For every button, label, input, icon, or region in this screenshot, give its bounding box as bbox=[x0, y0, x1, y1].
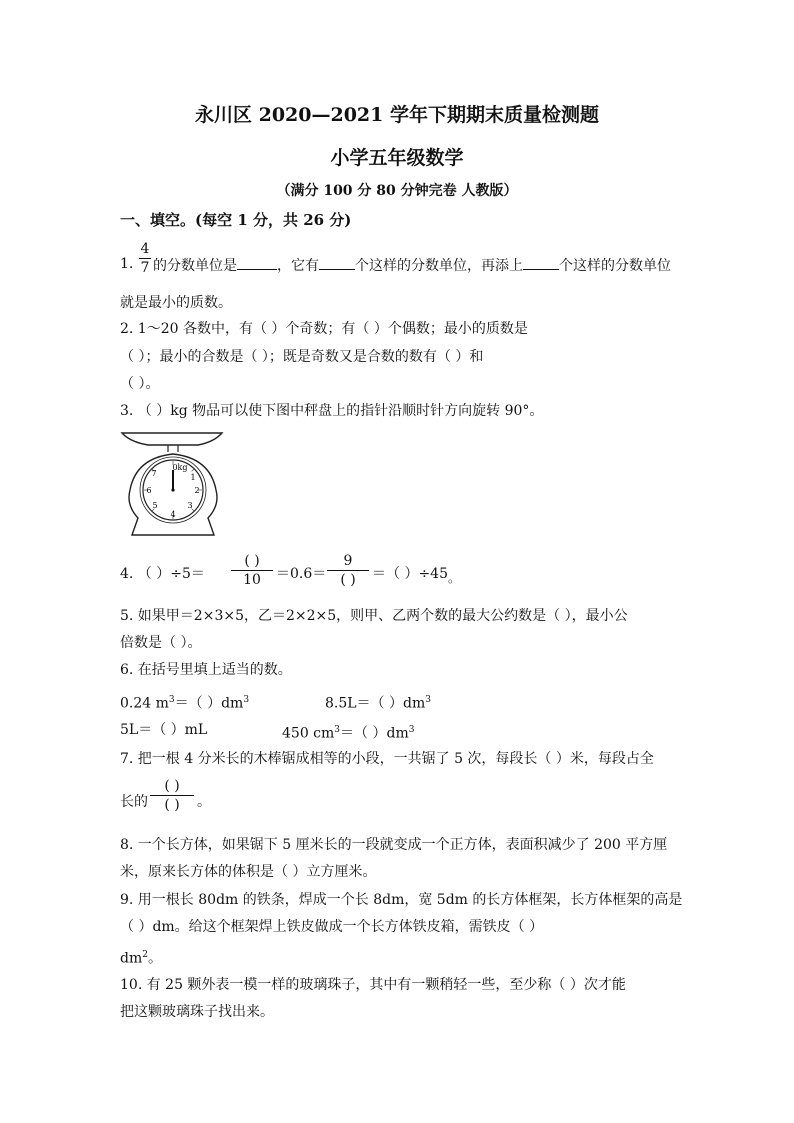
q9-unit: dm bbox=[120, 950, 143, 967]
q4-text-b: ＝0.6＝ bbox=[276, 566, 327, 582]
q6-b2-unit-sup: 3 bbox=[408, 725, 415, 735]
q6-item-c: 5L＝（ ）mL bbox=[120, 722, 208, 738]
q5-line1: 5. 如果甲＝2×3×5，乙＝2×2×5，则甲、乙两个数的最大公约数是（ ），最小公 bbox=[120, 608, 628, 624]
exam-subtitle: 小学五年级数学 bbox=[330, 147, 464, 169]
q9-line1: 9. 用一根长 80dm 的铁条，焊成一个长 8dm，宽 5dm 的长方体框架，长方体框架的高是 bbox=[120, 892, 683, 908]
q1-text-a: 的分数单位是 bbox=[153, 258, 237, 274]
dial-label-1: 1 bbox=[190, 473, 196, 482]
dial-label-2: 2 bbox=[194, 486, 200, 495]
q6-a2: 8.5L＝（ ）dm bbox=[325, 695, 426, 712]
q7-fraction bbox=[150, 778, 194, 813]
q7-fraction-denominator: ( ) bbox=[164, 797, 180, 813]
q1-text-b: ，它有 bbox=[277, 258, 319, 274]
q4-fraction-2 bbox=[327, 553, 369, 588]
q6-b2-rest: ＝（ ）dm bbox=[340, 725, 409, 742]
dial-label-7: 7 bbox=[151, 469, 157, 478]
q9-unit-sup: 2 bbox=[142, 950, 148, 960]
q6-line1: 6. 在括号里填上适当的数。 bbox=[120, 662, 292, 678]
scale-pan bbox=[122, 433, 222, 445]
q4-text-a: 4. （ ）÷5＝ bbox=[120, 566, 205, 582]
q4-fraction-1 bbox=[231, 553, 273, 588]
q6-a1: 0.24 m bbox=[120, 695, 169, 712]
dial-label-5: 5 bbox=[152, 501, 158, 510]
dial-label-6: 6 bbox=[146, 486, 152, 495]
q1-line1 bbox=[153, 255, 671, 275]
section-heading: 一、填空。(每空 1 分，共 26 分) bbox=[120, 211, 352, 229]
q6-item-d bbox=[282, 721, 414, 743]
q2-line3: （ ）。 bbox=[120, 376, 160, 392]
q2-line1: 2. 1～20 各数中，有（ ）个奇数；有（ ）个偶数；最小的质数是 bbox=[120, 321, 528, 337]
q1-line2: 就是最小的质数。 bbox=[120, 295, 232, 311]
q1-fraction-numerator: 4 bbox=[140, 241, 150, 257]
q6-item-a bbox=[120, 691, 249, 713]
exam-info: （满分 100 分 80 分钟完卷 人教版） bbox=[276, 183, 518, 199]
q1-number: 1. bbox=[120, 256, 134, 272]
q1-blank-3[interactable] bbox=[523, 255, 559, 270]
q6-item-b bbox=[325, 691, 431, 713]
q8-line1: 8. 一个长方体，如果锯下 5 厘米长的一段就变成一个正方体，表面积减少了 200 平方厘 bbox=[120, 837, 668, 853]
q7-line1: 7. 把一根 4 分米长的木棒锯成相等的小段，一共锯了 5 次，每段长（ ）米，每段占全 bbox=[120, 751, 654, 767]
q9-line3 bbox=[120, 946, 162, 968]
q8-line2: 米，原来长方体的体积是（ ）立方厘米。 bbox=[120, 864, 377, 880]
q1-fraction bbox=[139, 241, 151, 276]
q6-a1-unit-sup: 3 bbox=[243, 695, 250, 705]
q1-text-d: 个这样的分数单位 bbox=[559, 258, 671, 274]
q7-line2-end: 。 bbox=[197, 794, 211, 810]
q4-period: 。 bbox=[448, 571, 461, 585]
q10-line1: 10. 有 25 颗外表一模一样的玻璃珠子，其中有一颗稍轻一些，至少称（ ）次才能 bbox=[120, 977, 626, 993]
q6-a2-sup: 3 bbox=[425, 695, 431, 705]
q4-f2-denominator: ( ) bbox=[340, 572, 356, 588]
q3-text: 3. （ ）kg 物品可以使下图中秤盘上的指针沿顺时针方向旋转 90°。 bbox=[120, 403, 544, 419]
q4-f1-denominator: 10 bbox=[243, 572, 261, 588]
scale-zero-label: 0kg bbox=[172, 463, 188, 472]
exam-title: 永川区 2020—2021 学年下期期末质量检测题 bbox=[195, 104, 599, 126]
q7-line2-pre: 长的 bbox=[120, 794, 148, 810]
q10-line2: 把这颗玻璃珠子找出来。 bbox=[120, 1004, 274, 1020]
scale-illustration bbox=[118, 430, 228, 540]
q6-a1-sup: 3 bbox=[168, 695, 175, 705]
q1-blank-2[interactable] bbox=[319, 255, 355, 270]
dial-label-3: 3 bbox=[187, 501, 193, 510]
q9-line2: （ ）dm。给这个框架焊上铁皮做成一个长方体铁皮箱，需铁皮（ ） bbox=[120, 919, 544, 935]
q7-fraction-numerator: ( ) bbox=[164, 778, 180, 794]
q4-text-c bbox=[372, 565, 460, 583]
q2-line2: （ ）；最小的合数是（ ）；既是奇数又是合数的数有（ ）和 bbox=[120, 349, 484, 365]
q4-f1-numerator: ( ) bbox=[244, 553, 260, 569]
q4-f2-numerator: 9 bbox=[343, 553, 353, 569]
q1-text-c: 个这样的分数单位，再添上 bbox=[355, 258, 523, 274]
q1-blank-1[interactable] bbox=[237, 255, 277, 270]
dial-label-4: 4 bbox=[170, 510, 176, 519]
q4-text-c-main: ＝（ ）÷45 bbox=[372, 566, 448, 582]
q1-fraction-denominator: 7 bbox=[140, 260, 150, 276]
q6-b2: 450 cm bbox=[282, 725, 335, 742]
q9-end: 。 bbox=[147, 950, 162, 967]
q6-b2-sup: 3 bbox=[334, 725, 341, 735]
q6-a1-rest: ＝（ ）dm bbox=[174, 695, 244, 712]
q5-line2: 倍数是（ ）。 bbox=[120, 635, 202, 651]
